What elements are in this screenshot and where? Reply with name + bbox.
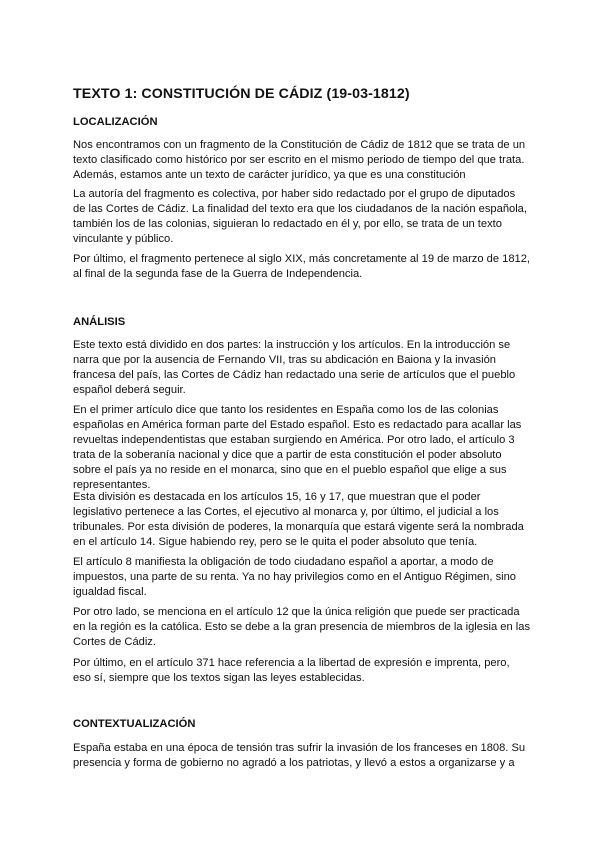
paragraph [73,555,533,600]
text-line: Por último, el fragmento pertenece al siglo XIX, más concretamente al 19 de marzo de 1812, [73,253,531,265]
text-line: de las Cortes de Cádiz. La finalidad del texto era que los ciudadanos de la nación española, [73,203,527,216]
text-line: legislativo pertenece a las Cortes, el ejecutivo al monarca y, por último, el judicial a los [73,506,499,519]
text-line: representantes. [73,479,151,492]
text-line: Por otro lado, se menciona en el artículo 12 que la única religión que puede ser practicada [73,606,520,618]
text-line: presencia y forma de gobierno no agradó a los patriotas, y llevó a estos a organizarse y a [73,757,515,770]
text-line: trata de la soberanía nacional y dice que a partir de esta constitución el poder absoluto [73,449,502,462]
text-line: Nos encontramos con un fragmento de la Constitución de Cádiz de 1812 que se trata de un [73,139,526,151]
paragraph [73,605,533,650]
text-line: revueltas independentistas que estaban surgiendo en América. Por otro lado, el artículo 3 [73,434,515,447]
text-line: impuestos, una parte de su renta. Ya no hay privilegios como en el Antiguo Régimen, sino [73,571,517,584]
paragraph [73,338,533,398]
text-line: igualdad fiscal. [73,586,147,599]
paragraph [73,252,533,282]
text-line: en el artículo 14. Sigue habiendo rey, pero se le quita el poder absoluto que tenía. [73,536,478,549]
paragraph [73,187,533,247]
text-line: sobre el país ya no reside en el monarca, sino que en el pueblo español que elige a sus [73,464,507,477]
paragraph [73,138,533,183]
paragraph [73,490,533,550]
text-line: francesa del país, las Cortes de Cádiz han redactado una serie de artículos que el pueblo [73,369,516,382]
text-line: En el primer artículo dice que tanto los residentes en España como los de las colonias [73,404,499,416]
text-line: narra que por la ausencia de Fernando VII, tras su abdicación en Baiona y la invasión [73,354,496,367]
text-line: españolas en América forman parte del Estado español. Esto es redactado para acallar las [73,419,522,432]
text-line: Por último, en el artículo 371 hace referencia a la libertad de expresión e imprenta, pero, [73,657,510,669]
text-line: Cortes de Cádiz. [73,636,156,649]
text-line: España estaba en una época de tensión tras sufrir la invasión de los franceses en 1808. Su [73,742,526,754]
section-heading-analisis: ANÁLISIS [73,316,126,328]
section-heading-contextualizacion: CONTEXTUALIZACIÓN [73,718,196,730]
text-line: vinculante y público. [73,233,174,246]
text-line: tribunales. Por esta división de poderes, la monarquía que estará vigente será la nombrada [73,521,524,534]
text-line: en la región es la católica. Esto se debe a la gran presencia de miembros de la iglesia en las [73,621,531,634]
paragraph [73,656,533,686]
text-line: también los de las colonias, siguieran lo redactado en él y, por ello, se trata de un texto [73,218,502,231]
paragraph [73,403,533,494]
paragraph [73,741,533,771]
document-title: TEXTO 1: CONSTITUCIÓN DE CÁDIZ (19-03-1812) [73,86,410,102]
section-heading-localizacion: LOCALIZACIÓN [73,116,158,128]
text-line: al final de la segunda fase de la Guerra de Independencia. [73,268,363,281]
text-line: Esta división es destacada en los artículos 15, 16 y 17, que muestran que el poder [73,491,481,503]
text-line: La autoría del fragmento es colectiva, por haber sido redactado por el grupo de diputados [73,188,516,200]
text-line: texto clasificado como histórico por ser escrito en el mismo periodo de tiempo del que trata. [73,154,525,167]
text-line: eso sí, siempre que los textos sigan las leyes establecidas. [73,672,365,685]
text-line: Además, estamos ante un texto de carácter jurídico, ya que es una constitución [73,169,466,182]
text-line: español deberá seguir. [73,384,186,397]
text-line: El artículo 8 manifiesta la obligación de todo ciudadano español a aportar, a modo de [73,556,494,568]
text-line: Este texto está dividido en dos partes: la instrucción y los artículos. En la introducción se [73,339,511,351]
